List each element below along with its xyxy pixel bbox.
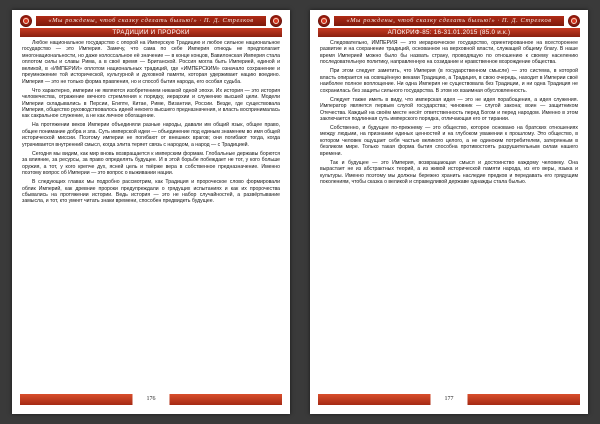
paragraph: Что характерно, империи не являются изобретением никакой одной эпохи. Их история — это история человечества, отражение вечного стремления к порядку, иерархии и служению высшей цели. Модели Империи складывались в Персии, Египте, Китае, Риме, Византии, России. Везде, где существовала Империя, общество руководствовалось идеей некоего высшего предназначения, и власть воспринималась как сакральное служение, а не как личное обогащение. bbox=[22, 87, 280, 120]
paragraph: При этом следует заметить, что Империя (в государственном смысле) — это система, в которой власть опирается на освящённую веками Традицию, а Традиция, в свою очередь, находит в Империи своё наиболее полное воплощение. Ни одна Империя не существовала без Традиции, и ни одна Традиция не сохранилась без защиты сильного государства. В этом их взаимная обусловленность. bbox=[320, 68, 578, 94]
paragraph: На протяжении веков Империи объединяли разные народы, давали им общий язык, общее право, общее понимание добра и зла. Суть имперской идеи — объединение под единым знаменем во имя общей исторической миссии. Поэтому империи не погибают от внешних врагов; они погибают тогда, когда утрачивается внутренний смысл, когда элита теряет связь с народом, а народ — с Традицией. bbox=[22, 122, 280, 148]
page-number: 177 bbox=[431, 394, 468, 405]
ornament-icon bbox=[568, 15, 580, 27]
running-header: «Мы рождены, чтоб сказку сделать былью!» · П. Д. Стрелков bbox=[334, 16, 564, 26]
page-footer bbox=[318, 394, 580, 405]
ornament-icon bbox=[270, 15, 282, 27]
ornament-icon bbox=[20, 15, 32, 27]
page-text bbox=[320, 40, 578, 395]
right-page bbox=[310, 10, 588, 414]
ornament-icon bbox=[318, 15, 330, 27]
paragraph: Любое национальное государство с опорой на Имперскую Традицию и любое сильное национальное государство — это Империя. Замечу, что сама по себе Империя отнюдь не предполагает многонациональности, но даже колоссальное её значение — в конце концов, Вавилонская Империя стала оплотом силы и славы Рима, а в своё время — Британской. Россия могла быть Империей, единой и великой, в «ИМПЕРИИ» оплотом национальных традиций, где «ИМПЕРСКИМ» означало сохранение и преумножение той исторической, культурной и духовной памяти, которая удерживает нацию воедино. Империя — это не только форма правления, но и способ бытия народа, его особая судьба. bbox=[22, 40, 280, 85]
chapter-title: ТРАДИЦИИ И ПРОРОКИ bbox=[20, 28, 282, 37]
paragraph: Сегодня мы видим, как мир вновь возвращается к имперским формам. Глобальные державы борются за влияние, за ресурсы, за право определять будущее. И в этой борьбе побеждает не тот, у кого больше оружия, а тот, у кого крепче дух, ясней цель и твёрже вера в собственное предназначение. Именно поэтому вопрос об Империи — это вопрос о выживании нации. bbox=[22, 150, 280, 177]
chapter-title: АПОКРИФ-85: 16-31.01.2015 (85.0 и.к.) bbox=[318, 28, 580, 37]
paragraph: В следующих главах мы подробно рассмотрим, как Традиция и пророческое слово формировали облик Империй, как древние пророки предупреждали о грядущих испытаниях и как их пророчества сбывались на протяжении истории. Ведь история — это не набор случайностей, а развёртывание замысла, и тот, кто умеет читать знаки времени, способен предвидеть будущее. bbox=[22, 179, 280, 205]
paragraph: Так и будущее — это Империя, возвращающая смысл и достоинство каждому человеку. Она вырастает не из абстрактных теорий, а из живой исторической памяти народа, из его веры, языка и культуры. Именно поэтому мы должны бережно хранить наследие предков и передавать его грядущим поколениям, чтобы сказка о великой и справедливой державе однажды стала былью. bbox=[320, 159, 578, 186]
page-footer bbox=[20, 394, 282, 405]
paragraph: Собственно, и будущее по-прежнему — это общество, которое основано на братских отношениях между людьми, на признании единых ценностей и на глубоком уважении к прошлому. Это общество, в котором человек ощущает себя частью великого целого, а не одиноким потребителем, затерянным в безликом мире. Только такая форма бытия способна противостоять разрушительным силам нашего времени. bbox=[320, 124, 578, 157]
paragraph: Следует также иметь в виду, что имперская идея — это не идея порабощения, а идея служения. Император является первым слугой государства; чиновник — слугой закона; воин — защитником Отечества. Каждый на своём месте несёт ответственность перед Богом и перед народом. Именно в этом заключается подлинная суть имперского порядка, отличающая его от тирании. bbox=[320, 96, 578, 122]
running-header: «Мы рождены, чтоб сказку сделать былью!» · П. Д. Стрелков bbox=[36, 16, 266, 26]
page-text bbox=[22, 40, 280, 395]
page-number: 176 bbox=[133, 394, 170, 405]
paragraph: Следовательно, ИМПЕРИЯ — это иерархическое государство, ориентированное на всестороннее развитие и на сохранение традиций, основанное на верховной власти, служащей общему благу. В наше время Империей можно было бы назвать страну, проводящую по отношению к своему населению последовательную политику, направленную на созидание и нравственное возрождение общества. bbox=[320, 40, 578, 66]
left-page bbox=[12, 10, 290, 414]
